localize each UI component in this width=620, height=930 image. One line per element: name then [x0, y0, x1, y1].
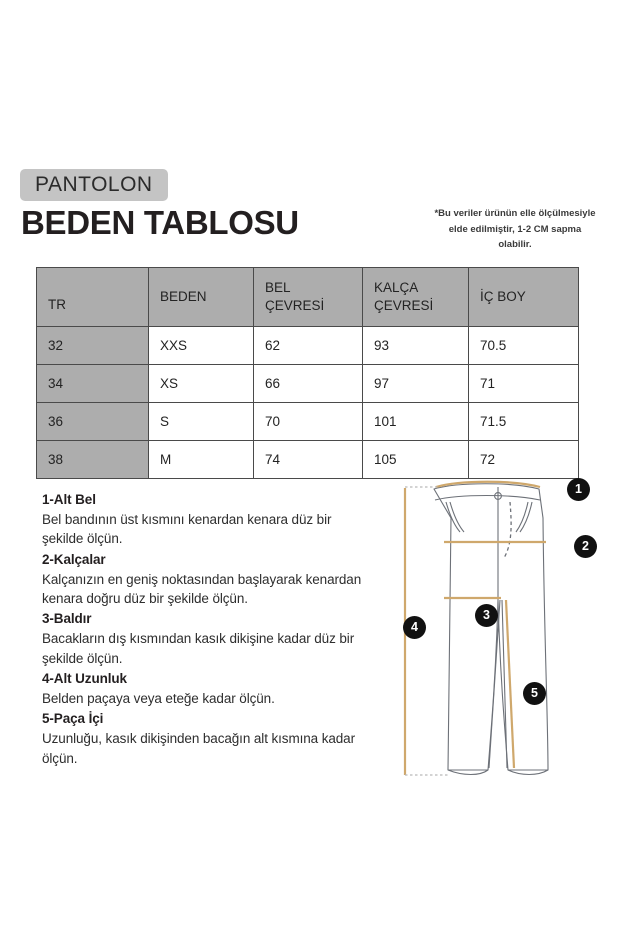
column-header-tr: TR	[37, 268, 149, 327]
measurement-instructions	[42, 490, 362, 769]
cell-bel: 66	[254, 365, 363, 403]
instruction-body-4: Belden paçaya veya eteğe kadar ölçün.	[42, 690, 275, 706]
instruction-title-1: 1-Alt Bel	[42, 492, 96, 507]
cell-tr: 32	[37, 327, 149, 365]
instruction-title-4: 4-Alt Uzunluk	[42, 670, 127, 686]
size-table	[36, 267, 579, 479]
instruction-title-5: 5-Paça İçi	[42, 711, 104, 727]
column-header-beden: BEDEN	[149, 268, 254, 327]
waistband-line	[435, 496, 540, 501]
column-header-kalca-cevresi	[363, 268, 469, 327]
column-header-bel-line2: ÇEVRESİ	[265, 298, 325, 313]
table-row	[37, 365, 579, 403]
cell-ic-boy: 71	[469, 365, 579, 403]
left-hem-line	[448, 770, 488, 775]
measurement-lines-group	[405, 482, 546, 775]
cell-ic-boy: 72	[469, 441, 579, 479]
right-pocket-line-2	[520, 502, 532, 532]
cell-beden: XXS	[149, 327, 254, 365]
instruction-body-1: Bel bandının üst kısmını kenardan kenara düz bir şekilde ölçün.	[42, 512, 332, 547]
cell-beden: XS	[149, 365, 254, 403]
measurement-disclaimer: *Bu veriler ürünün elle ölçülmesiyle elde edilmiştir, 1-2 CM sapma olabilir.	[434, 208, 596, 251]
diagram-marker-2: 2	[574, 535, 597, 558]
cell-kalca: 93	[363, 327, 469, 365]
table-row	[37, 327, 579, 365]
cell-bel: 62	[254, 327, 363, 365]
garment-outline-group	[434, 484, 548, 775]
table-header-row	[37, 268, 579, 327]
column-header-ic-boy: İÇ BOY	[469, 268, 579, 327]
cell-bel: 74	[254, 441, 363, 479]
diagram-marker-3: 3	[475, 604, 498, 627]
cell-beden: S	[149, 403, 254, 441]
right-hem-line	[508, 770, 548, 775]
cell-tr: 34	[37, 365, 149, 403]
category-badge-wrap	[20, 169, 168, 201]
diagram-marker-4: 4	[403, 616, 426, 639]
cell-tr: 36	[37, 403, 149, 441]
diagram-marker-5: 5	[523, 682, 546, 705]
instruction-title-2: 2-Kalçalar	[42, 551, 106, 567]
page-title: BEDEN TABLOSU	[21, 204, 299, 241]
cell-ic-boy: 70.5	[469, 327, 579, 365]
cell-beden: M	[149, 441, 254, 479]
cell-tr: 38	[37, 441, 149, 479]
measure-line-5-inseam	[506, 600, 514, 768]
left-pocket-line	[446, 502, 460, 532]
instruction-title-3: 3-Baldır	[42, 611, 92, 627]
fly-dashed-line	[504, 502, 511, 558]
table-row	[37, 403, 579, 441]
table-body	[37, 327, 579, 479]
right-pocket-line	[516, 502, 528, 532]
column-header-bel-line1: BEL	[265, 279, 291, 295]
instruction-body-2: Kalçanızın en geniş noktasından başlayarak kenardan kenara doğru düz bir şekilde ölçün.	[42, 571, 362, 606]
instruction-body-3: Bacakların dış kısmından kasık dikişine kadar düz bir şekilde ölçün.	[42, 631, 355, 666]
column-header-bel-cevresi	[254, 268, 363, 327]
instruction-body-5: Uzunluğu, kasık dikişinden bacağın alt kısmına kadar ölçün.	[42, 731, 355, 766]
diagram-marker-1: 1	[567, 478, 590, 501]
cell-bel: 70	[254, 403, 363, 441]
category-badge: PANTOLON	[20, 169, 168, 201]
table-header	[37, 268, 579, 327]
pants-outline-path	[434, 484, 548, 770]
cell-kalca: 101	[363, 403, 469, 441]
cell-kalca: 97	[363, 365, 469, 403]
column-header-kalca-line1: KALÇA	[374, 279, 419, 295]
cell-ic-boy: 71.5	[469, 403, 579, 441]
cell-kalca: 105	[363, 441, 469, 479]
column-header-kalca-line2: ÇEVRESİ	[374, 298, 434, 313]
